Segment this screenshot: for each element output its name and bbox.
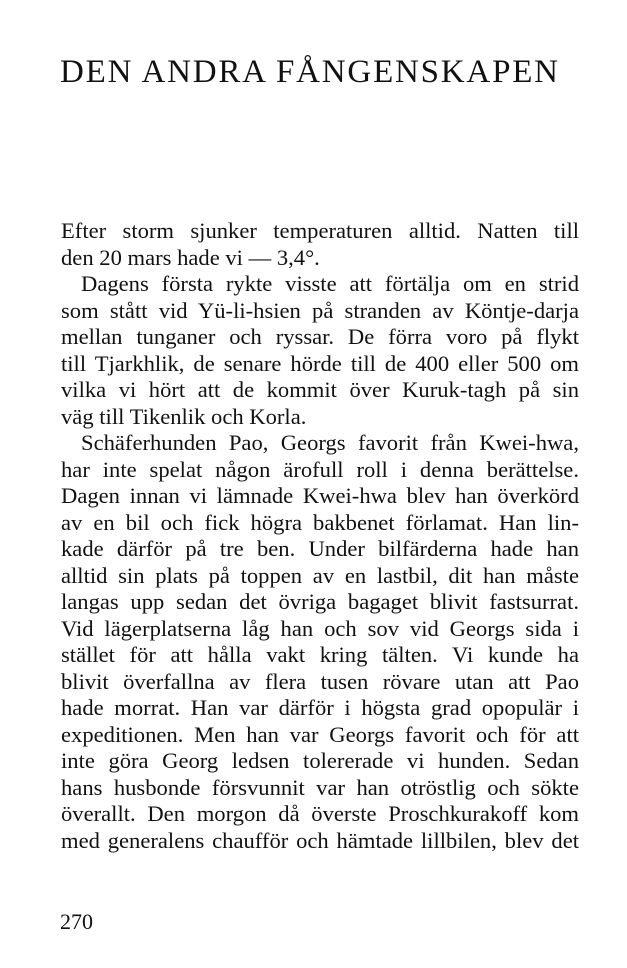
- text-line: med generalens chaufför och hämtade lillbilen, blev det: [61, 827, 579, 853]
- text-line: mellan tunganer och ryssar. De förra voro på flykt: [61, 324, 579, 349]
- text-line: stället för att hålla vakt kring tälten. Vi kunde ha: [61, 642, 579, 667]
- text-line: väg till Tikenlik och Korla.: [61, 403, 307, 429]
- text-line: Efter storm sjunker temperaturen alltid. Natten till: [61, 218, 579, 243]
- text-line: Dagens första rykte visste att förtälja om en strid: [81, 271, 579, 296]
- chapter-heading: DEN ANDRA FÅNGENSKAPEN: [60, 54, 560, 90]
- text-line: vilka vi hört att de kommit över Kuruk-tagh på sin: [61, 377, 579, 402]
- body-text: [61, 218, 579, 854]
- text-line: hade morrat. Han var därför i högsta grad opopulär i: [61, 695, 579, 720]
- text-line: inte göra Georg ledsen tolererade vi hunden. Sedan: [61, 748, 579, 773]
- text-line: som stått vid Yü-li-hsien på stranden av Köntje-darja: [61, 297, 579, 323]
- page-number: 270: [60, 909, 93, 934]
- text-line: blivit överfallna av flera tusen rövare utan att Pao: [61, 668, 579, 694]
- text-line: expeditionen. Men han var Georgs favorit och för att: [61, 721, 579, 747]
- text-line: den 20 mars hade vi — 3,4°.: [61, 244, 320, 270]
- text-line: till Tjarkhlik, de senare hörde till de 400 eller 500 om: [61, 350, 579, 376]
- text-line: Vid lägerplatserna låg han och sov vid Georgs sida i: [61, 615, 579, 641]
- text-line: alltid sin plats på toppen av en lastbil, dit han måste: [61, 562, 579, 588]
- text-line: kade därför på tre ben. Under bilfärderna hade han: [61, 536, 579, 561]
- text-line: Dagen innan vi lämnade Kwei-hwa blev han överkörd: [61, 483, 579, 508]
- text-line: Schäferhunden Pao, Georgs favorit från Kwei-hwa,: [81, 430, 579, 455]
- text-line: överallt. Den morgon då överste Proschkurakoff kom: [61, 801, 579, 826]
- text-line: har inte spelat någon ärofull roll i denna berättelse.: [61, 456, 579, 482]
- text-line: hans husbonde försvunnit var han otröstlig och sökte: [61, 774, 579, 800]
- text-line: langas upp sedan det övriga bagaget blivit fastsurrat.: [61, 589, 579, 614]
- text-line: av en bil och fick högra bakbenet förlamat. Han lin-: [61, 509, 579, 535]
